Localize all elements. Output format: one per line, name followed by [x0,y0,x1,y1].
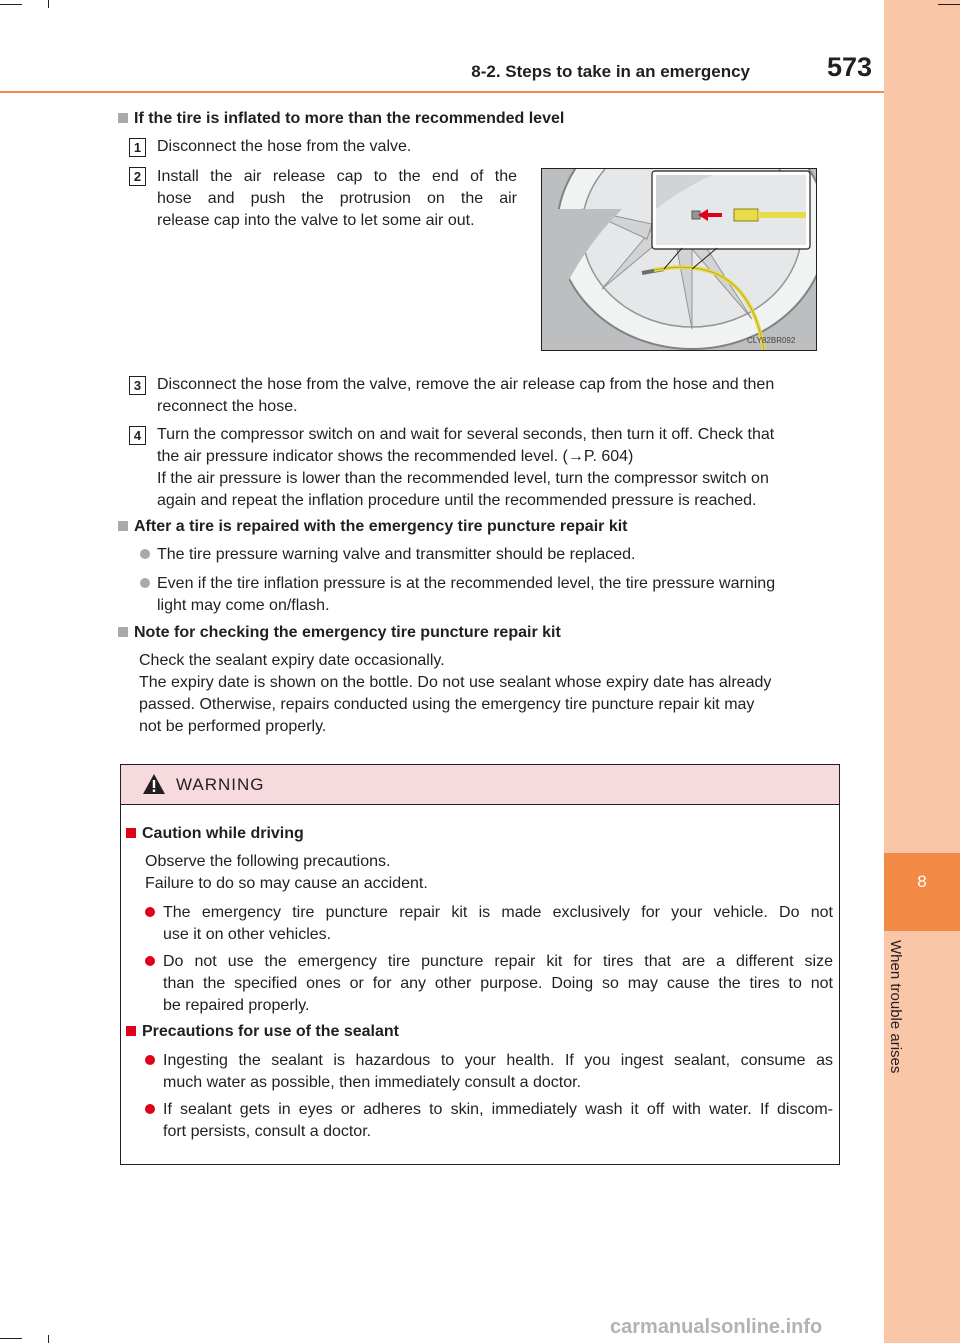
caution-intro [145,851,428,895]
figure-id: CLY82BR092 [747,336,796,345]
warning-box [120,764,840,1165]
list-item [140,544,635,566]
note-line: Check the sealant expiry date occasionally. [139,652,445,669]
step-line: the air pressure indicator shows the recommended level. (→P. 604) [157,448,634,465]
bullet-icon [145,956,155,966]
step-line: Disconnect the hose from the valve. [157,138,412,155]
bullet-line: Ingesting the sealant is hazardous to your health. If you ingest sealant, consume as [163,1052,833,1069]
chapter-tab[interactable] [884,853,960,931]
step-1-text [157,136,411,158]
step-number: 4 [129,426,146,445]
crop-mark [0,1338,22,1339]
header-rule [0,91,884,93]
heading-overinflated [118,108,564,130]
chapter-title-label: When trouble arises [887,940,904,1074]
chapter-number: 8 [917,872,927,891]
heading-text: Precautions for use of the sealant [142,1023,399,1040]
list-item [145,902,833,946]
heading-text: After a tire is repaired with the emergency tire puncture repair kit [134,518,628,535]
list-item [140,573,775,617]
tire-valve-illustration [541,168,817,351]
step-line: hose and push the protrusion on the air [157,190,517,207]
square-bullet-icon [126,828,136,838]
chapter-sidebar [884,0,960,1343]
step-line: again and repeat the inflation procedure until the recommended pressure is reached. [157,492,757,509]
note-line: passed. Otherwise, repairs conducted using the emergency tire puncture repair kit may [139,696,755,713]
bullet-line: than the specified ones or for any other purpose. Doing so may cause the tires to not [163,975,833,992]
bullet-icon [145,1104,155,1114]
list-item [145,1050,833,1094]
chapter-title-vertical [872,940,912,1120]
note-line: The expiry date is shown on the bottle. Do not use sealant whose expiry date has already [139,674,772,691]
heading-text: Caution while driving [142,825,304,842]
step-line: reconnect the hose. [157,398,298,415]
bullet-line: If sealant gets in eyes or adheres to skin, immediately wash it off with water. If discom- [163,1101,833,1118]
warning-title: WARNING [176,775,265,794]
bullet-line: be repaired properly. [163,997,310,1014]
bullet-icon [140,549,150,559]
step-line: Turn the compressor switch on and wait for several seconds, then turn it off. Check that [157,426,775,443]
bullet-line: light may come on/flash. [157,597,330,614]
bullet-line: The emergency tire puncture repair kit is made exclusively for your vehicle. Do not [163,904,833,921]
note-line: not be performed properly. [139,718,327,735]
bullet-line: use it on other vehicles. [163,926,332,943]
note-paragraph [139,650,771,738]
warning-triangle-icon [142,773,166,795]
crop-mark [938,4,960,5]
caution-line: Observe the following precautions. [145,853,391,870]
bullet-icon [145,907,155,917]
square-bullet-icon [126,1026,136,1036]
crop-mark [48,1335,49,1343]
bullet-icon [140,578,150,588]
bullet-line: Even if the tire inflation pressure is at the recommended level, the tire pressure warning [157,575,776,592]
step-4-text [157,424,774,512]
page-number: 573 [826,52,872,82]
section-title: 8-2. Steps to take in an emergency [471,62,750,81]
step-2-text [157,166,517,232]
bullet-line: Do not use the emergency tire puncture repair kit for tires that are a different size [163,953,833,970]
square-bullet-icon [118,627,128,637]
list-item [145,1099,833,1143]
heading-note [118,622,561,644]
heading-text: Note for checking the emergency tire puncture repair kit [134,624,561,641]
bullet-line: fort persists, consult a doctor. [163,1123,372,1140]
step-3-text [157,374,774,418]
step-line: Disconnect the hose from the valve, remove the air release cap from the hose and then [157,376,775,393]
heading-sealant [126,1021,399,1043]
step-line: release cap into the valve to let some air out. [157,212,475,229]
square-bullet-icon [118,113,128,123]
square-bullet-icon [118,521,128,531]
bullet-line: The tire pressure warning valve and transmitter should be replaced. [157,546,636,563]
heading-caution [126,823,304,845]
step-number: 1 [129,138,146,157]
warning-header [121,765,839,805]
step-number: 2 [129,167,146,186]
caution-line: Failure to do so may cause an accident. [145,875,428,892]
bullet-icon [145,1055,155,1065]
list-item [145,951,833,1017]
bullet-line: much water as possible, then immediately consult a doctor. [163,1074,581,1091]
heading-after-repair [118,516,627,538]
step-number: 3 [129,376,146,395]
crop-mark [48,0,49,8]
heading-text: If the tire is inflated to more than the recommended level [134,110,565,127]
crop-mark [0,4,22,5]
wheel-hose-drawing [542,169,816,350]
step-line: If the air pressure is lower than the recommended level, turn the compressor switch on [157,470,769,487]
watermark: carmanualsonline.info [610,1316,823,1338]
step-line: Install the air release cap to the end of the [157,168,517,185]
